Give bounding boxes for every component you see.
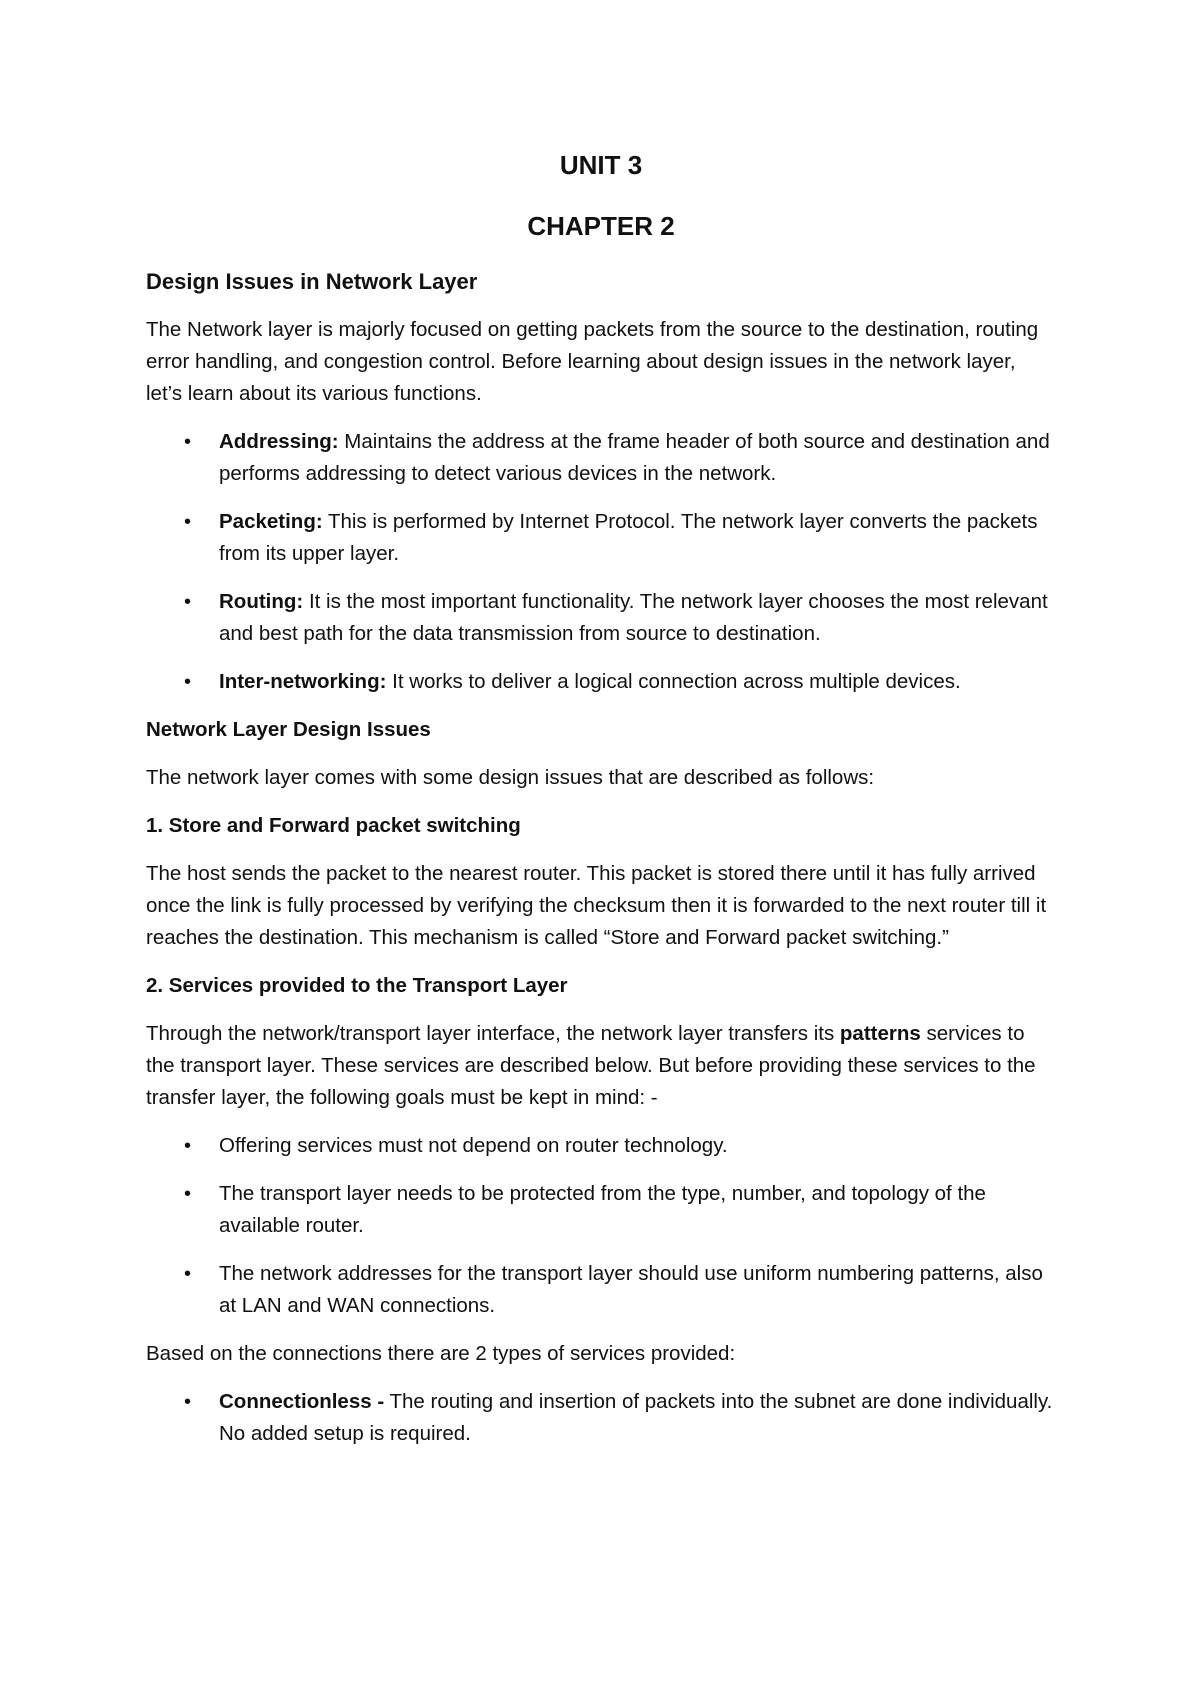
intro-paragraph: The Network layer is majorly focused on getting packets from the source to the destination, routing error handling, and congestion control. Before learning about design issues in the network layer, let’s learn about its various functions. <box>146 318 1039 405</box>
bullet-icon: • <box>184 1391 192 1413</box>
list-item <box>146 586 1056 650</box>
services-heading: 2. Services provided to the Transport Layer <box>146 974 568 997</box>
design-issues-heading: Design Issues in Network Layer <box>146 269 478 294</box>
bullet-icon: • <box>184 431 192 453</box>
function-text: Maintains the address at the frame header of both source and destination and performs addressing to detect various devices in the network. <box>219 430 1050 485</box>
function-term: Routing: <box>219 590 304 613</box>
function-term: Inter-networking: <box>219 670 387 693</box>
list-item <box>146 1130 1056 1162</box>
service-term: Connectionless - <box>219 1390 385 1413</box>
goal-text: Offering services must not depend on router technology. <box>219 1134 728 1157</box>
goal-text: The network addresses for the transport layer should use uniform numbering patterns, also at LAN and WAN connections. <box>219 1262 1043 1317</box>
bullet-icon: • <box>184 1135 192 1157</box>
service-types-list <box>146 1386 1056 1450</box>
bullet-icon: • <box>184 591 192 613</box>
document-content <box>146 266 1056 1466</box>
services-types-intro: Based on the connections there are 2 types of services provided: <box>146 1342 736 1365</box>
unit-title: UNIT 3 <box>559 150 643 180</box>
goal-text: The transport layer needs to be protected from the type, number, and topology of the available router. <box>219 1182 986 1237</box>
store-forward-heading: 1. Store and Forward packet switching <box>146 814 521 837</box>
goals-list <box>146 1130 1056 1322</box>
list-item <box>146 426 1056 490</box>
patterns-term: patterns <box>839 1022 921 1045</box>
function-term: Packeting: <box>219 510 323 533</box>
bullet-icon: • <box>184 511 192 533</box>
list-item <box>146 506 1056 570</box>
list-item <box>146 1178 1056 1242</box>
function-text: It is the most important functionality. The network layer chooses the most relevant and best path for the data transmission from source to destination. <box>219 590 1048 645</box>
services-paragraph <box>146 1018 1056 1114</box>
network-layer-design-issues-heading: Network Layer Design Issues <box>146 718 431 741</box>
services-text-after: services to the transport layer. These services are described below. But before providing these services to the transfer layer, the following goals must be kept in mind: - <box>146 1022 1036 1109</box>
chapter-title: CHAPTER 2 <box>527 211 675 241</box>
services-text-before: Through the network/transport layer interface, the network layer transfers its <box>146 1022 840 1045</box>
list-item <box>146 1386 1056 1450</box>
function-term: Addressing: <box>219 430 339 453</box>
list-item <box>146 1258 1056 1322</box>
bullet-icon: • <box>184 1263 192 1285</box>
bullet-icon: • <box>184 671 192 693</box>
functions-list <box>146 426 1056 698</box>
service-text: The routing and insertion of packets into the subnet are done individually. No added setup is required. <box>219 1390 1053 1445</box>
design-issues-intro: The network layer comes with some design issues that are described as follows: <box>146 766 875 789</box>
store-forward-paragraph: The host sends the packet to the nearest router. This packet is stored there until it has fully arrived once the link is fully processed by verifying the checksum then it is forwarded to the next router till it reaches the destination. This mechanism is called “Store and Forward packet switching.” <box>146 862 1047 949</box>
list-item <box>146 666 1056 698</box>
bullet-icon: • <box>184 1183 192 1205</box>
function-text: It works to deliver a logical connection across multiple devices. <box>386 670 961 693</box>
function-text: This is performed by Internet Protocol. The network layer converts the packets from its upper layer. <box>219 510 1038 565</box>
